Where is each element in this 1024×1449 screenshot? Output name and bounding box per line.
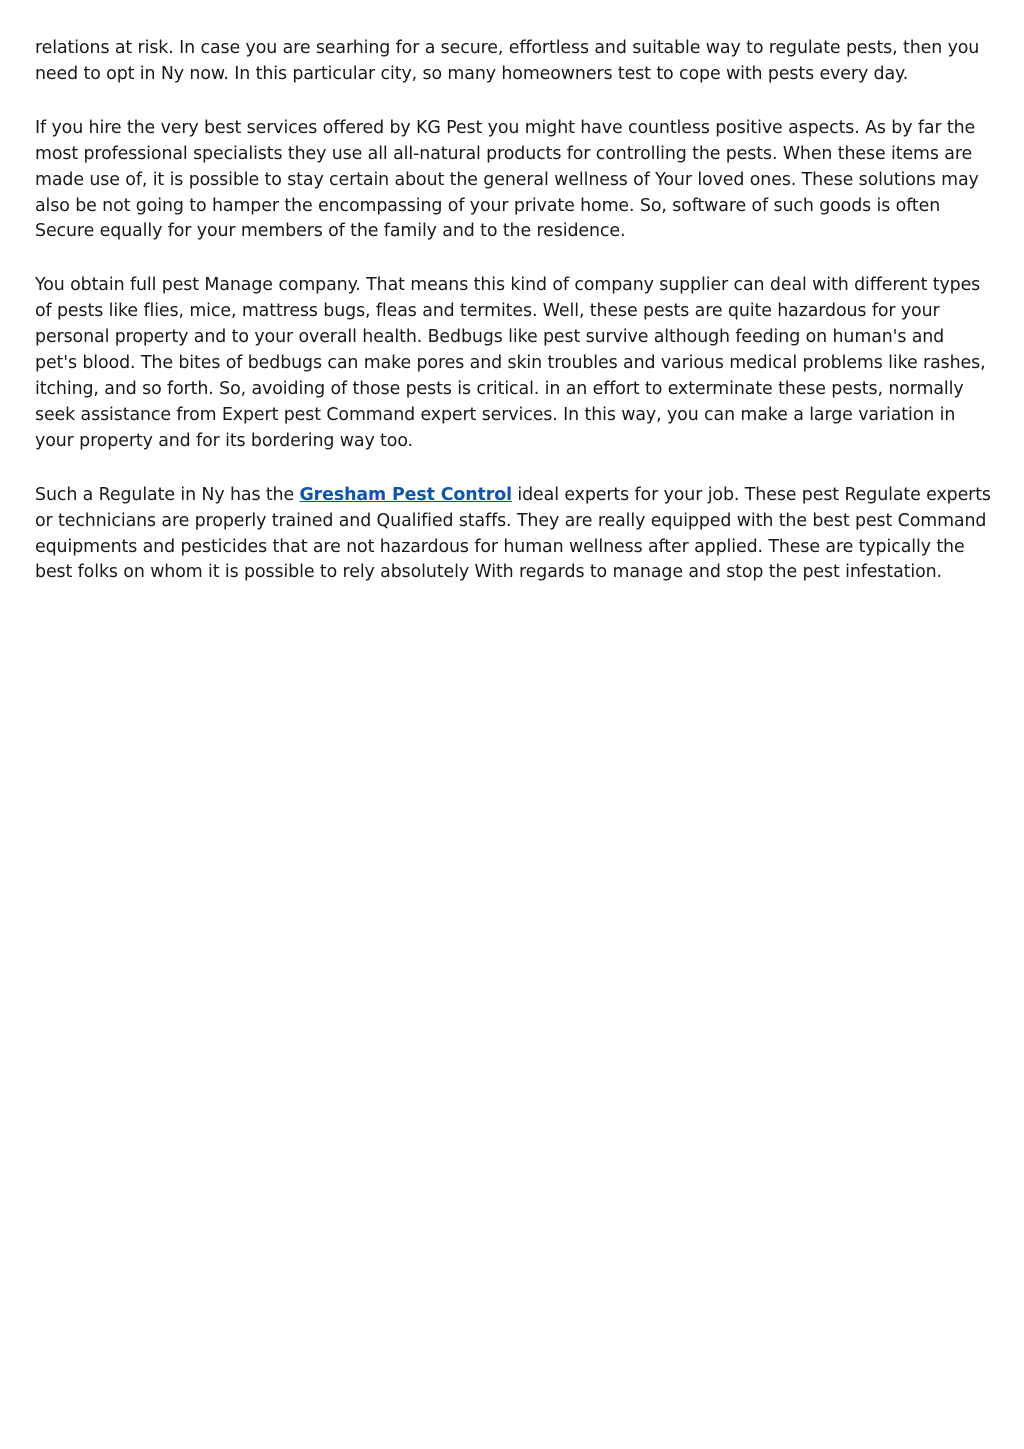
- paragraph-2: If you hire the very best services offered by KG Pest you might have countless positive aspects. As by far the most professional specialists they use all all-natural products for controlling the pests. When these items are made use of, it is possible to stay certain about the general wellness of Your loved ones. These solutions may also be not going to hamper the encompassing of your private home. So, software of such goods is often Secure equally for your members of the family and to the residence.: [35, 117, 979, 242]
- paragraph-1: relations at risk. In case you are searhing for a secure, effortless and suitable way to regulate pests, then you need to opt in Ny now. In this particular city, so many homeowners test to cope with pests every day.: [35, 38, 980, 84]
- document-page: [35, 36, 991, 614]
- paragraph-4: [35, 483, 991, 587]
- gresham-pest-control-link[interactable]: Gresham Pest Control: [299, 484, 512, 505]
- paragraph-4-text-after: ideal experts for your job. These pest Regulate experts or technicians are properly trained and Qualified staffs. They are really equipped with the best pest Command equipments and pesticides that are not hazardous for human wellness after applied. These are typically the best folks on whom it is possible to rely absolutely With regards to manage and stop the pest infestation.: [35, 484, 991, 583]
- paragraph-4-text-before: Such a Regulate in Ny has the: [35, 484, 300, 505]
- paragraph-3: You obtain full pest Manage company. That means this kind of company supplier can deal with different types of pests like flies, mice, mattress bugs, fleas and termites. Well, these pests are quite hazardous for your personal property and to your overall health. Bedbugs like pest survive although feeding on human's and pet's blood. The bites of bedbugs can make pores and skin troubles and various medical problems like rashes, itching, and so forth. So, avoiding of those pests is critical. in an effort to exterminate these pests, normally seek assistance from Expert pest Command expert services. In this way, you can make a large variation in your property and for its bordering way too.: [35, 275, 986, 451]
